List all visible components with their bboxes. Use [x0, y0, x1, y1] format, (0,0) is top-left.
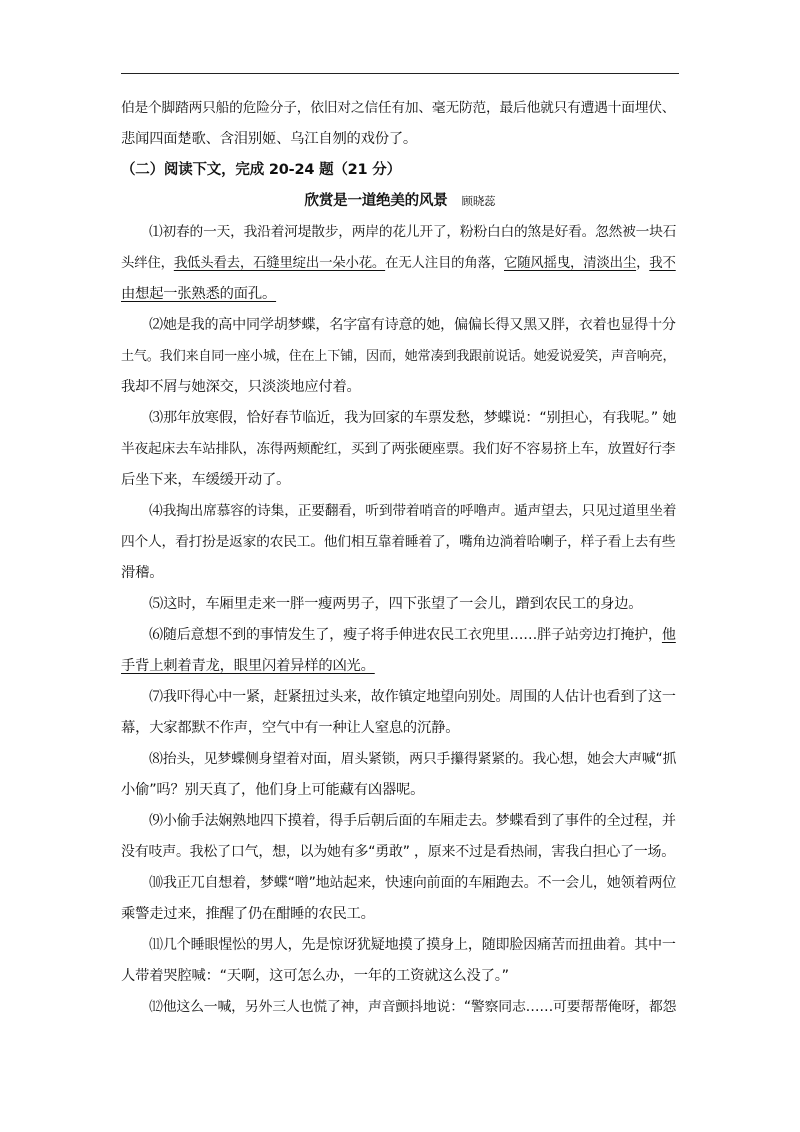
section-title: （二）阅读下文，完成 20-24 题（21 分） [121, 162, 401, 178]
underlined-text: 由想起一张熟悉的面孔。 [121, 286, 277, 302]
paragraph-6 [121, 620, 679, 682]
paragraph-line: 四个人，看打扮是返家的农民工。他们相互靠着睡着了，嘴角边淌着哈喇子，样子看上去有些 [121, 534, 676, 550]
paragraph-line: 我却不屑与她深交，只淡淡地应付着。 [121, 379, 361, 395]
text-run: 在无人注目的角落， [385, 256, 504, 271]
article-heading [121, 186, 679, 217]
article-author: 顾晓蕊 [461, 194, 496, 208]
paragraph-line: 幕，大家都默不作声，空气中有一种让人窒息的沉静。 [121, 720, 460, 736]
paragraph-line: 后坐下来，车缓缓开动了。 [121, 472, 291, 488]
paragraph-line: ⑾几个睡眼惺忪的男人，先是惊讶犹疑地摸了摸身上，随即脸因痛苦而扭曲着。其中一 [149, 937, 676, 953]
header-rule [121, 73, 679, 74]
paragraph-line: ⑼小偷手法娴熟地四下摸着，得手后朝后面的车厢走去。梦蝶看到了事件的全过程，并 [149, 813, 676, 829]
text-run: 头绊住， [121, 256, 174, 271]
paragraph-line: ⑻抬头，见梦蝶侧身望着对面，眉头紧锁，两只手攥得紧紧的。我心想，她会大声喊“抓 [149, 751, 677, 767]
paragraph-7 [121, 682, 679, 744]
paragraph-line [121, 651, 679, 682]
paragraph-line [121, 279, 679, 310]
paragraph-line: 半夜起床去车站排队，冻得两颊酡红，买到了两张硬座票。我们好不容易挤上车，放置好行李 [121, 441, 676, 457]
paragraph-line: ⑸这时，车厢里走来一胖一瘦两男子，四下张望了一会儿，蹭到农民工的身边。 [149, 596, 643, 612]
underlined-text: 手背上刺着青龙，眼里闪着异样的凶光。 [121, 658, 375, 674]
intro-line-2: 悲闻四面楚歌、含泪别姬、乌江自刎的戏份了。 [121, 131, 418, 147]
paragraph-line: ⑺我吓得心中一紧，赶紧扭过头来，故作镇定地望向别处。周围的人估计也看到了这一 [149, 689, 676, 705]
paragraph-4 [121, 496, 679, 589]
paragraph-line: ⑵她是我的高中同学胡梦蝶，名字富有诗意的她，偏偏长得又黑又胖，衣着也显得十分 [149, 317, 676, 333]
paragraph-line [121, 620, 679, 651]
intro-line-1: 伯是个脚踏两只船的危险分子，依旧对之信任有加、毫无防范，最后他就只有遭遇十面埋伏、 [121, 100, 676, 116]
paragraph-line: ⑽我正兀自想着，梦蝶“噌”地站起来，快速向前面的车厢跑去。不一会儿，她领着两位 [149, 875, 677, 891]
underlined-text: 我低头看去，石缝里绽出一朵小花。 [173, 256, 386, 271]
underlined-text: 我不 [649, 256, 676, 271]
paragraph-line: ⑷我掏出席慕容的诗集，正要翻看，听到带着哨音的呼噜声。遁声望去，只见过道里坐着 [149, 503, 677, 519]
paragraph-9 [121, 806, 679, 868]
paragraph-line: 乘警走过来，推醒了仍在酣睡的农民工。 [121, 906, 375, 922]
paragraph-line: ⑴初春的一天，我沿着河堤散步，两岸的花儿开了，粉粉白白的煞是好看。忽然被一块石 [149, 224, 677, 240]
paragraph-8 [121, 744, 679, 806]
paragraph-12 [121, 992, 679, 1023]
text-run: ， [636, 256, 650, 271]
paragraph-1 [121, 217, 679, 310]
paragraph-line [121, 248, 679, 279]
paragraph-3 [121, 403, 679, 496]
paragraph-line: 没有吱声。我松了口气，想，以为她有多“勇敢” ，原来不过是看热闹，害我白担心了一场。 [121, 844, 676, 860]
paragraph-10 [121, 868, 679, 930]
paragraph-2 [121, 310, 679, 403]
paragraph-5 [121, 589, 679, 620]
underlined-text: 他 [661, 627, 676, 643]
paragraph-line: 小偷”吗？别天真了，他们身上可能藏有凶器呢。 [121, 782, 425, 798]
paragraph-line: ⑿他这么一喊，另外三人也慌了神，声音颤抖地说：“警察同志……可要帮帮俺呀，都怨 [149, 999, 677, 1015]
article-title: 欣赏是一道绝美的风景 [304, 193, 448, 209]
document-body [121, 93, 679, 1023]
underlined-text: 它随风摇曳，清淡出尘 [504, 256, 637, 271]
paragraph-line: 人带着哭腔喊：“天啊，这可怎么办，一年的工资就这么没了。” [121, 968, 509, 984]
paragraph-11 [121, 930, 679, 992]
paragraph-line: 土气。我们来自同一座小城，住在上下铺，因而，她常凑到我跟前说话。她爱说爱笑，声音响亮， [121, 349, 676, 364]
text-run: ⑹随后意想不到的事情发生了，瘦子将手伸进农民工衣兜里……胖子站旁边打掩护， [149, 627, 662, 643]
paragraph-line: 滑稽。 [121, 565, 164, 581]
paragraph-line: ⑶那年放寒假，恰好春节临近，我为回家的车票发愁，梦蝶说：“别担心，有我呢。” 她 [149, 410, 677, 426]
